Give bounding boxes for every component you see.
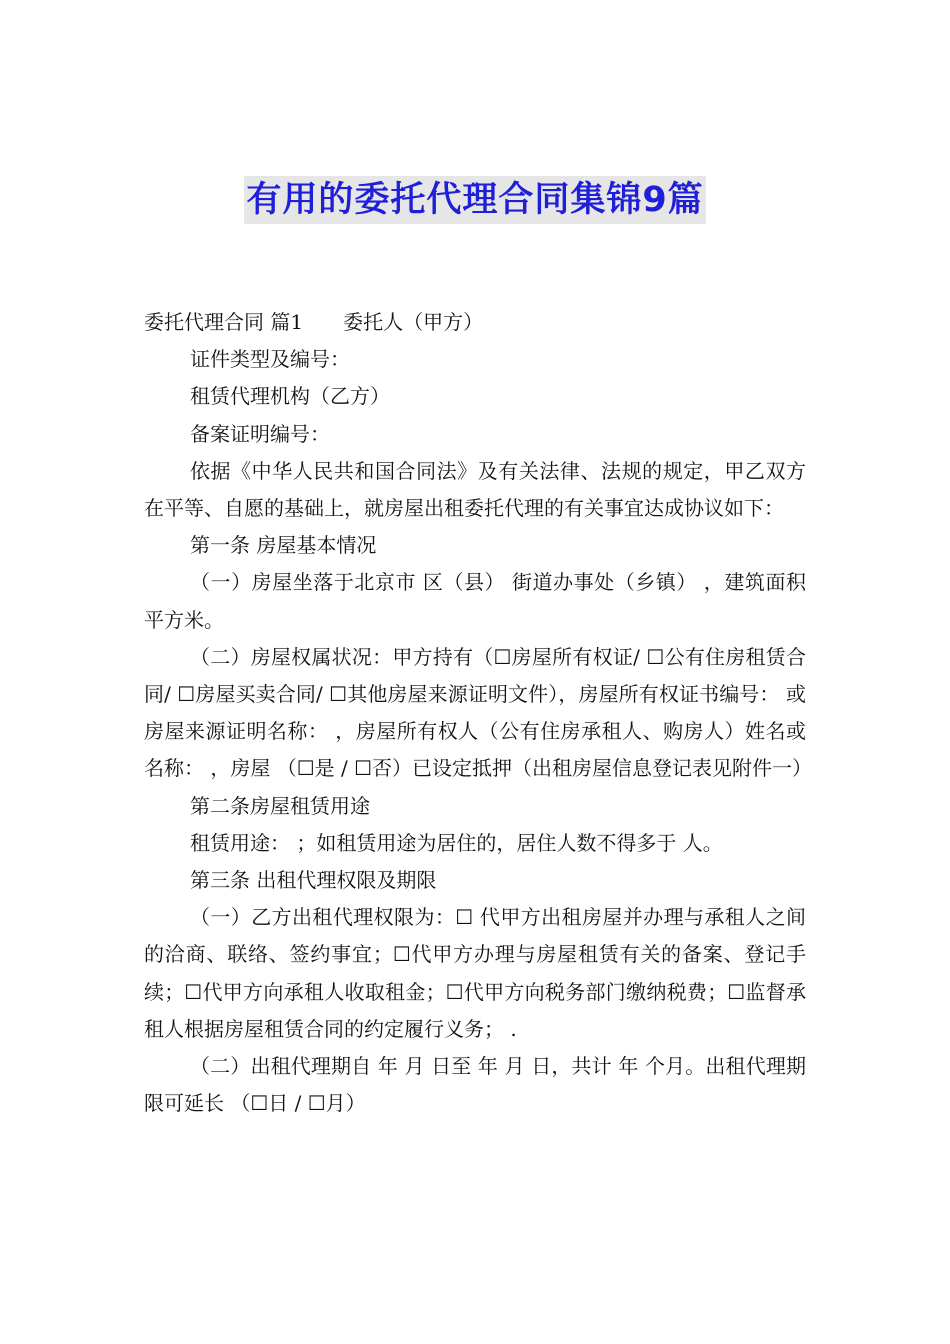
party-a-label: 委托人（甲方） xyxy=(343,310,484,334)
paragraph: 证件类型及编号： xyxy=(190,347,350,372)
document-body xyxy=(144,304,813,1122)
paragraph: 租赁用途： ；如租赁用途为居住的，居住人数不得多于 人。 xyxy=(190,830,723,855)
paragraph: （二）房屋权属状况：甲方持有（☐房屋所有权证/ ☐公有住房租赁合同/ ☐房屋买卖合同/ ☐其他房屋来源证明文件），房屋所有权证书编号： 或房屋来源证明名称： ，房屋所有权人（公有住房承租人、购房人）姓名或名称： ，房屋 （☐是 / ☐否）已设定抵押（出租房屋信息登记表见附件一） xyxy=(144,644,813,781)
paragraph: （二）出租代理期自 年 月 日至 年 月 日，共计 年 个月。出租代理期限可延长 （☐日 / ☐月） xyxy=(144,1054,806,1116)
paragraph: 备案证明编号： xyxy=(190,421,330,446)
paragraph: 租赁代理机构（乙方） xyxy=(190,384,390,409)
title-container xyxy=(0,176,950,224)
article-heading: 第一条 房屋基本情况 xyxy=(190,533,377,558)
paragraph: （一）乙方出租代理权限为：☐ 代甲方出租房屋并办理与承租人之间的洽商、联络、签约事宜；☐代甲方办理与房屋租赁有关的备案、登记手续；☐代甲方向承租人收取租金；☐代甲方向税务部门缴纳税费；☐监督承租人根据房屋租赁合同的约定履行义务； . xyxy=(144,905,806,1041)
document-title: 有用的委托代理合同集锦9篇 xyxy=(244,176,705,224)
article-heading: 第三条 出租代理权限及期限 xyxy=(190,868,437,893)
paragraph: 依据《中华人民共和国合同法》及有关法律、法规的规定，甲乙双方在平等、自愿的基础上，就房屋出租委托代理的有关事宜达成协议如下： xyxy=(144,458,806,521)
paragraph: （一）房屋坐落于北京市 区（县） 街道办事处（乡镇） ，建筑面积 平方米。 xyxy=(144,570,806,632)
article-heading: 第二条房屋租赁用途 xyxy=(190,793,370,818)
section-heading xyxy=(144,304,806,341)
section-heading-label: 委托代理合同 篇1 xyxy=(144,310,304,334)
